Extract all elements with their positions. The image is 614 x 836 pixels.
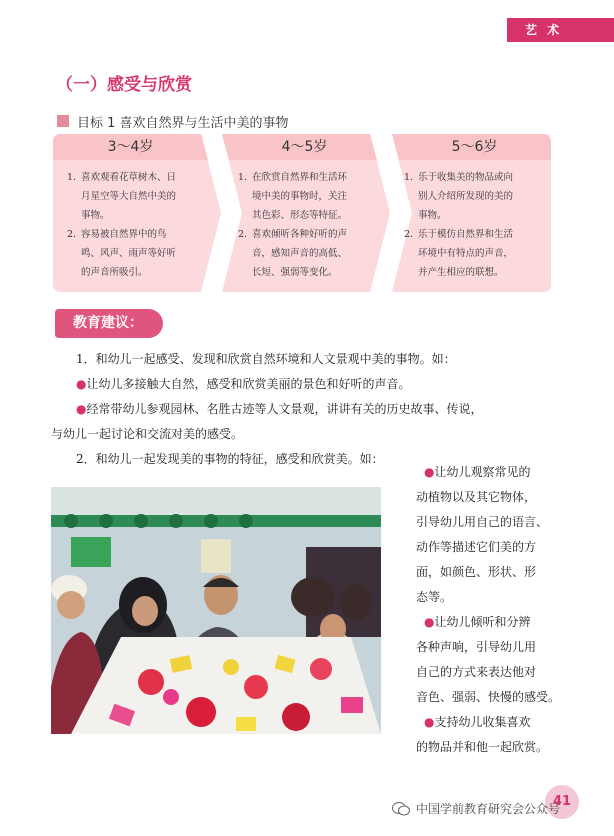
age-band-5-6 bbox=[392, 134, 551, 292]
bullet-icon: ● bbox=[76, 402, 87, 416]
age-item: 1. 在欣赏自然界和生活环 境中美的事物时，关注 其色彩、形态等特征。 bbox=[238, 172, 348, 221]
right-bullet-3: ●支持幼儿收集喜欢 的物品并和他一起欣赏。 bbox=[416, 715, 549, 754]
page-number: 41 bbox=[545, 785, 579, 819]
age-label: 3～4岁 bbox=[107, 139, 154, 155]
advice-paragraph-2: 2．和幼儿一起发现美的事物的特征，感受和欣赏美。如： bbox=[76, 452, 384, 466]
right-bullet-2: ●让幼儿倾听和分辨 各种声响，引导幼儿用 自己的方式来表达他对 音色、强弱、快慢的感受。 bbox=[416, 615, 561, 704]
age-label: 4～5岁 bbox=[281, 139, 328, 155]
wechat-account-name: 中国学前教育研究会公众号 bbox=[416, 802, 561, 816]
right-column-bullets bbox=[416, 460, 566, 760]
advice-paragraph-1: 1．和幼儿一起感受、发现和欣赏自然环境和人文景观中美的事物。如： bbox=[76, 352, 456, 366]
wechat-icon bbox=[392, 802, 410, 816]
advice-bullet-2-cont: 与幼儿一起讨论和交流对美的感受。 bbox=[51, 427, 244, 441]
goal-title: 目标 1 喜欢自然界与生活中美的事物 bbox=[77, 115, 289, 131]
advice-bullet-1: ●让幼儿多接触大自然，感受和欣赏美丽的景色和好听的声音。 bbox=[76, 377, 411, 391]
section-tab: 艺 术 bbox=[507, 18, 614, 42]
goal-marker-icon bbox=[57, 115, 69, 127]
advice-bullet-2: ●经常带幼儿参观园林、名胜古迹等人文景观，讲讲有关的历史故事、传说， bbox=[76, 402, 483, 416]
bullet-icon: ● bbox=[424, 615, 435, 629]
age-items bbox=[67, 168, 176, 282]
right-bullet-1: ●让幼儿观察常见的 动植物以及其它物体， 引导幼儿用自己的语言、 动作等描述它们美的方 面，如颜色、形状、形 态等。 bbox=[416, 465, 549, 604]
age-item: 1. 乐于收集美的物品或向 别人介绍所发现的美的 事物。 bbox=[404, 172, 514, 221]
wechat-watermark bbox=[392, 800, 560, 817]
age-band-4-5 bbox=[222, 134, 390, 292]
age-item: 2. 容易被自然界中的鸟 鸣、风声、雨声等好听 的声音所吸引。 bbox=[67, 229, 177, 278]
bullet-icon: ● bbox=[424, 715, 435, 729]
age-item: 1. 喜欢观看花草树木、日 月星空等大自然中美的 事物。 bbox=[67, 172, 177, 221]
age-items bbox=[238, 168, 347, 282]
education-advice-badge: 教育建议： bbox=[55, 309, 163, 338]
age-item: 2. 喜欢倾听各种好听的声 音，感知声音的高低、 长短、强弱等变化。 bbox=[238, 229, 348, 278]
section-title: （一）感受与欣赏 bbox=[56, 75, 192, 95]
bullet-icon: ● bbox=[424, 465, 435, 479]
bullet-icon: ● bbox=[76, 377, 87, 391]
age-items bbox=[404, 168, 513, 282]
goal-heading bbox=[57, 112, 289, 130]
classroom-photo bbox=[51, 487, 381, 734]
age-label: 5～6岁 bbox=[451, 139, 498, 155]
age-item: 2. 乐于模仿自然界和生活 环境中有特点的声音， 并产生相应的联想。 bbox=[404, 229, 514, 278]
age-band-3-4 bbox=[53, 134, 221, 292]
